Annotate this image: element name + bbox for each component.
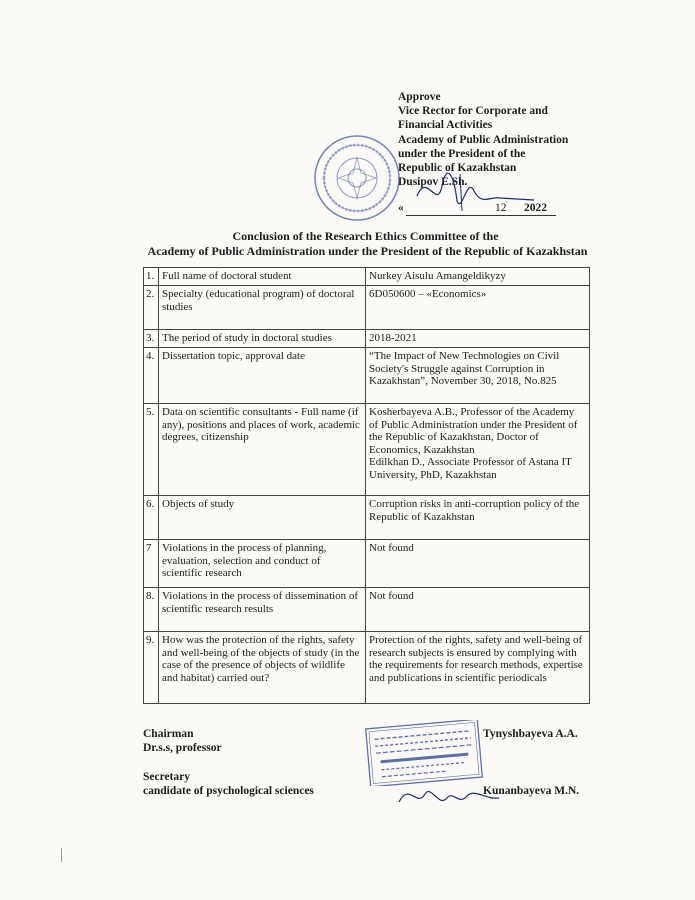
row-value: Corruption risks in anti-corruption policy of the Republic of Kazakhstan [366, 496, 590, 540]
secretary-name: Kunanbayeva M.N. [483, 785, 580, 797]
secretary-title: Secretary [143, 771, 191, 783]
chairman-signature [395, 778, 505, 814]
scan-mark [61, 848, 62, 862]
row-number: 4. [144, 348, 159, 404]
approval-line: Dusipov E.Sh. [398, 176, 468, 189]
consultant-1: Kosherbayeva A.B., Professor of the Academy of Public Administration under the President of the Republic of Kazakhstan, Doctor of Economics, Kazakhstan [369, 406, 578, 456]
row-value: 2018-2021 [366, 330, 590, 348]
row-label: Objects of study [159, 496, 366, 540]
approval-line: Academy of Public Administration [398, 133, 569, 146]
date-month: 12 [495, 202, 507, 214]
chairman-name: Tynyshbayeva A.A. [483, 728, 578, 740]
row-label: The period of study in doctoral studies [159, 330, 366, 348]
row-label: Violations in the process of dissemination of scientific research results [159, 588, 366, 632]
chairman-degree: Dr.s.s, professor [143, 742, 222, 754]
date-quote: « [398, 202, 404, 214]
row-number: 1. [144, 268, 159, 286]
date-year: 2022 [524, 202, 547, 214]
table-row [144, 286, 590, 330]
document-title-line1: Conclusion of the Research Ethics Committee of the [232, 229, 499, 243]
row-label: How was the protection of the rights, safety and well-being of the objects of study (in the case of the presence of objects of wildlife and habitat) carried out? [159, 632, 366, 704]
vice-rector-signature [412, 166, 542, 216]
row-number: 7 [144, 540, 159, 588]
secretary-degree: candidate of psychological sciences [143, 785, 314, 797]
row-value: Nurkey Aisulu Amangeldikyzy [366, 268, 590, 286]
row-number: 8. [144, 588, 159, 632]
table-row [144, 632, 590, 704]
conclusion-table [143, 267, 590, 704]
row-value: Not found [366, 588, 590, 632]
row-label: Data on scientific consultants - Full name (if any), positions and places of work, academic degrees, citizenship [159, 404, 366, 496]
row-value: Not found [366, 540, 590, 588]
row-number: 6. [144, 496, 159, 540]
approval-line: Approve [398, 91, 441, 103]
approval-line: Financial Activities [398, 119, 493, 132]
document-title-line2: Academy of Public Administration under the President of the Republic of Kazakhstan [147, 244, 588, 258]
table-row [144, 348, 590, 404]
row-value: “The Impact of New Technologies on Civil Society's Struggle against Corruption in Kazakhstan”, November 30, 2018, No.825 [366, 348, 590, 404]
row-label: Dissertation topic, approval date [159, 348, 366, 404]
table-row [144, 404, 590, 496]
table-row [144, 540, 590, 588]
row-number: 3. [144, 330, 159, 348]
approval-line: Republic of Kazakhstan [398, 162, 517, 175]
approval-stamp [364, 720, 484, 786]
row-value: 6D050600 – «Economics» [366, 286, 590, 330]
row-value: Protection of the rights, safety and well-being of research subjects is ensured by complying with the requirements for research methods, expertise and publications in scientific periodicals [366, 632, 590, 704]
table-row [144, 330, 590, 348]
row-label: Specialty (educational program) of doctoral studies [159, 286, 366, 330]
row-number: 9. [144, 632, 159, 704]
approval-line: under the President of the [398, 147, 526, 160]
table-row [144, 268, 590, 286]
row-value [366, 404, 590, 496]
chairman-title: Chairman [143, 728, 194, 740]
table-row [144, 588, 590, 632]
table-row [144, 496, 590, 540]
consultant-2: Edilkhan D., Associate Professor of Astana IT University, PhD, Kazakhstan [369, 456, 572, 481]
row-number: 2. [144, 286, 159, 330]
row-label: Full name of doctoral student [159, 268, 366, 286]
row-label: Violations in the process of planning, evaluation, selection and conduct of scientific research [159, 540, 366, 588]
approval-line: Vice Rector for Corporate and [398, 105, 548, 118]
round-seal [312, 133, 402, 223]
row-number: 5. [144, 404, 159, 496]
